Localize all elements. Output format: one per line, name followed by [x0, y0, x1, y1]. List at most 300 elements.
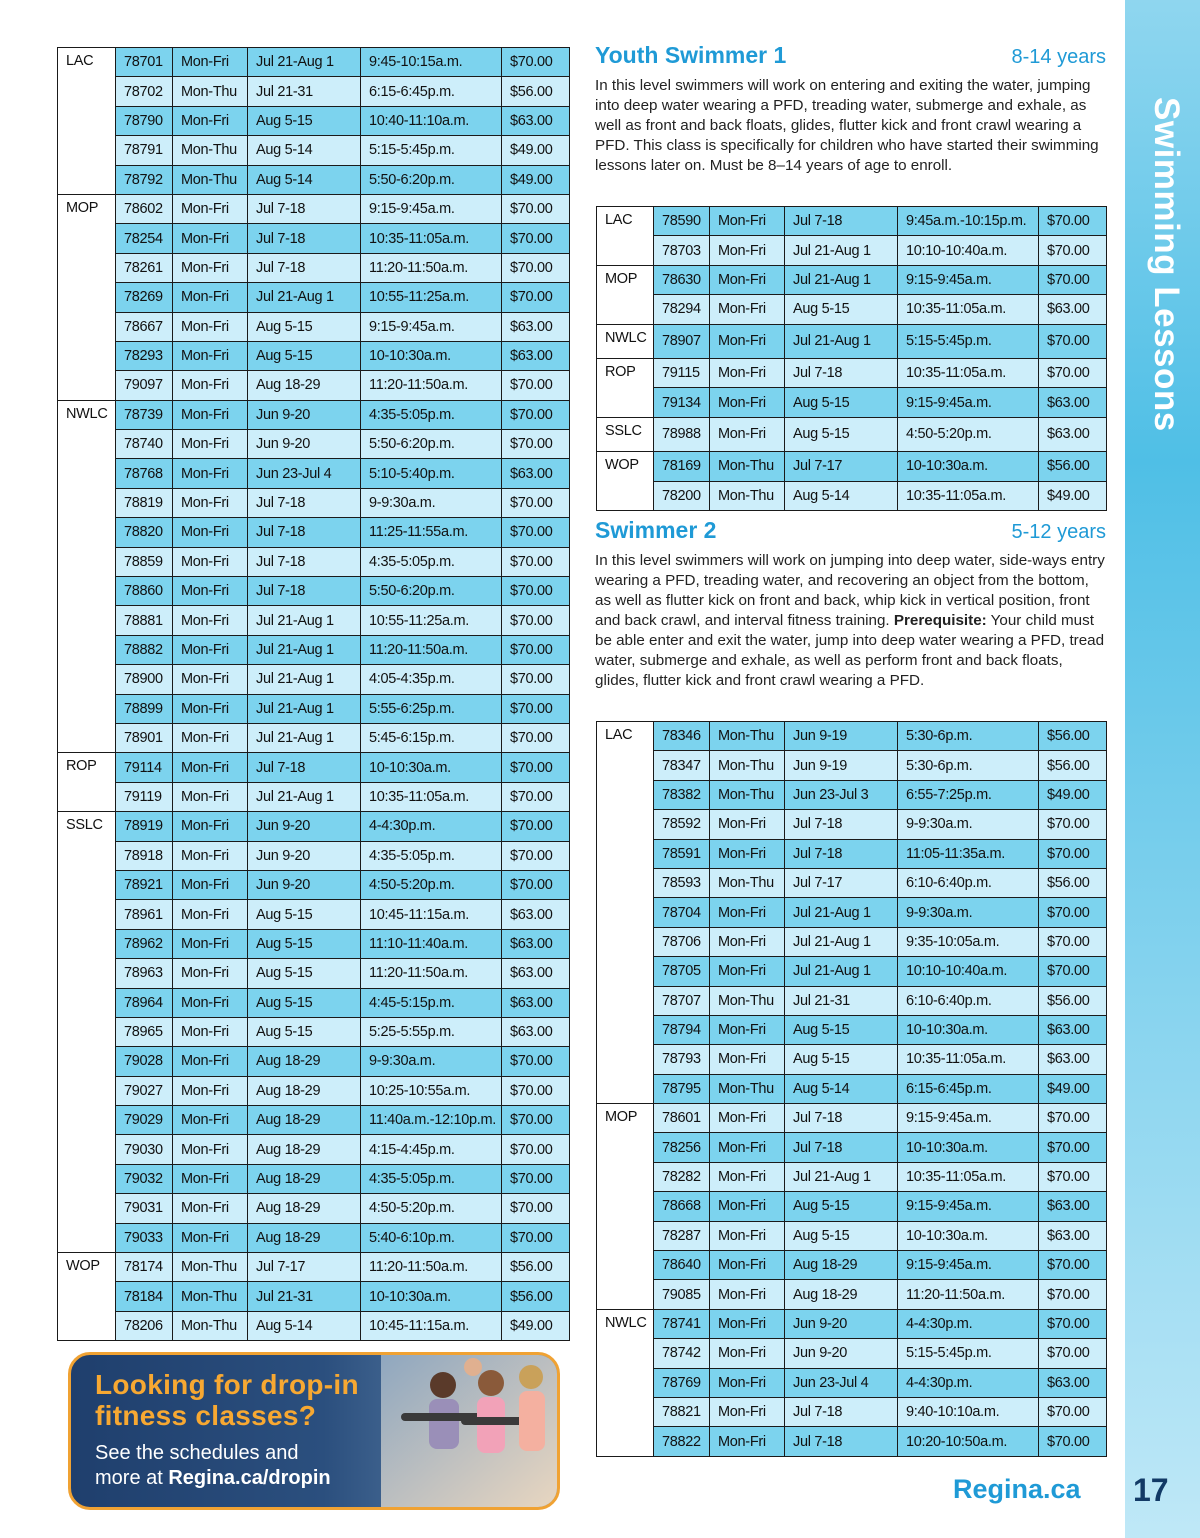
location-cell: LAC [58, 48, 116, 195]
table-row [597, 1339, 1107, 1368]
table-row [597, 868, 1107, 897]
location-cell: NWLC [597, 324, 654, 358]
course-code-cell: 78282 [654, 1162, 710, 1191]
table-row [58, 459, 570, 488]
time-cell: 10:20-10:50a.m. [898, 1427, 1039, 1456]
dropin-link[interactable]: Regina.ca/dropin [168, 1467, 331, 1489]
table-row [597, 452, 1107, 481]
table-row [597, 957, 1107, 986]
price-cell: $70.00 [1039, 927, 1107, 956]
dates-cell: Jul 21-Aug 1 [785, 324, 898, 358]
price-cell: $70.00 [1039, 207, 1107, 236]
location-cell: MOP [597, 1104, 654, 1310]
dates-cell: Jul 7-18 [785, 358, 898, 387]
dates-cell: Aug 5-15 [248, 106, 361, 135]
price-cell: $70.00 [502, 1164, 570, 1193]
price-cell: $70.00 [1039, 1251, 1107, 1280]
price-cell: $70.00 [502, 841, 570, 870]
days-cell: Mon-Fri [173, 371, 248, 400]
dates-cell: Jul 21-31 [248, 77, 361, 106]
location-cell: MOP [597, 265, 654, 324]
price-cell: $70.00 [502, 665, 570, 694]
time-cell: 9:35-10:05a.m. [898, 927, 1039, 956]
site-url-label[interactable]: Regina.ca [953, 1474, 1081, 1504]
time-cell: 4:50-5:20p.m. [361, 870, 502, 899]
dates-cell: Jul 7-18 [248, 224, 361, 253]
course-code-cell: 78918 [116, 841, 173, 870]
table-row [58, 1047, 570, 1076]
table-row [58, 988, 570, 1017]
price-cell: $63.00 [502, 929, 570, 958]
dates-cell: Jul 21-Aug 1 [248, 723, 361, 752]
course-code-cell: 78739 [116, 400, 173, 429]
time-cell: 10-10:30a.m. [898, 452, 1039, 481]
price-cell: $63.00 [502, 106, 570, 135]
table-row [58, 165, 570, 194]
dates-cell: Jul 7-18 [785, 1397, 898, 1426]
price-cell: $70.00 [502, 1194, 570, 1223]
dates-cell: Jun 9-20 [785, 1309, 898, 1338]
time-cell: 6:10-6:40p.m. [898, 868, 1039, 897]
dates-cell: Jul 21-Aug 1 [248, 635, 361, 664]
table-row [597, 1427, 1107, 1456]
price-cell: $63.00 [1039, 1192, 1107, 1221]
price-cell: $70.00 [502, 1223, 570, 1252]
time-cell: 10:35-11:05a.m. [898, 1162, 1039, 1191]
dates-cell: Jul 21-Aug 1 [248, 782, 361, 811]
price-cell: $70.00 [502, 547, 570, 576]
time-cell: 4-4:30p.m. [361, 812, 502, 841]
price-cell: $70.00 [1039, 1162, 1107, 1191]
days-cell: Mon-Thu [710, 751, 785, 780]
table-row [58, 1282, 570, 1311]
days-cell: Mon-Fri [710, 1280, 785, 1309]
dates-cell: Aug 5-15 [785, 1015, 898, 1044]
table-row [58, 371, 570, 400]
dates-cell: Aug 5-15 [248, 1017, 361, 1046]
time-cell: 4:45-5:15p.m. [361, 988, 502, 1017]
days-cell: Mon-Thu [710, 868, 785, 897]
days-cell: Mon-Fri [710, 295, 785, 324]
time-cell: 9:15-9:45a.m. [361, 194, 502, 223]
price-cell: $70.00 [502, 1106, 570, 1135]
dates-cell: Aug 18-29 [785, 1251, 898, 1280]
time-cell: 10:45-11:15a.m. [361, 900, 502, 929]
days-cell: Mon-Fri [173, 459, 248, 488]
course-code-cell: 78705 [654, 957, 710, 986]
days-cell: Mon-Fri [710, 957, 785, 986]
youth-swimmer-schedule-table [596, 206, 1107, 511]
table-row [597, 898, 1107, 927]
dates-cell: Aug 5-15 [248, 341, 361, 370]
dates-cell: Jul 7-18 [785, 1104, 898, 1133]
days-cell: Mon-Thu [173, 1282, 248, 1311]
table-row [58, 900, 570, 929]
days-cell: Mon-Thu [710, 986, 785, 1015]
course-code-cell: 78964 [116, 988, 173, 1017]
course-code-cell: 78269 [116, 283, 173, 312]
dates-cell: Jul 21-Aug 1 [248, 606, 361, 635]
time-cell: 9-9:30a.m. [361, 488, 502, 517]
course-code-cell: 78706 [654, 927, 710, 956]
time-cell: 11:20-11:50a.m. [898, 1280, 1039, 1309]
price-cell: $70.00 [502, 577, 570, 606]
days-cell: Mon-Thu [710, 481, 785, 510]
time-cell: 11:20-11:50a.m. [361, 253, 502, 282]
days-cell: Mon-Thu [710, 780, 785, 809]
days-cell: Mon-Fri [173, 635, 248, 664]
days-cell: Mon-Fri [710, 1104, 785, 1133]
page-number: 17 [1133, 1472, 1169, 1508]
swimmer2-description-block [595, 551, 1107, 691]
time-cell: 9:40-10:10a.m. [898, 1397, 1039, 1426]
location-cell: WOP [597, 452, 654, 511]
table-row [597, 295, 1107, 324]
table-row [597, 358, 1107, 387]
time-cell: 9:15-9:45a.m. [898, 1251, 1039, 1280]
youth-swimmer-description: In this level swimmers will work on entering and exiting the water, jumping into deep water wearing a PFD, treading water, submerge and exhale, as well as front and back floats, glides, flutter kick and front crawl wearing a PFD. This class is specifically for children who have started their swimming lessons later on. Must be 8–14 years of age to enroll. [595, 77, 1099, 174]
days-cell: Mon-Fri [173, 312, 248, 341]
time-cell: 9:45a.m.-10:15p.m. [898, 207, 1039, 236]
price-cell: $70.00 [502, 753, 570, 782]
dates-cell: Jul 7-18 [248, 488, 361, 517]
time-cell: 5:30-6p.m. [898, 751, 1039, 780]
price-cell: $63.00 [502, 988, 570, 1017]
dates-cell: Jun 9-20 [248, 870, 361, 899]
dates-cell: Jul 21-Aug 1 [785, 957, 898, 986]
price-cell: $70.00 [502, 400, 570, 429]
days-cell: Mon-Fri [710, 1397, 785, 1426]
time-cell: 10-10:30a.m. [898, 1133, 1039, 1162]
days-cell: Mon-Fri [173, 694, 248, 723]
price-cell: $70.00 [502, 1135, 570, 1164]
price-cell: $49.00 [1039, 780, 1107, 809]
dates-cell: Aug 5-14 [248, 165, 361, 194]
price-cell: $63.00 [502, 341, 570, 370]
course-code-cell: 78668 [654, 1192, 710, 1221]
days-cell: Mon-Fri [173, 253, 248, 282]
dates-cell: Aug 18-29 [248, 1164, 361, 1193]
course-code-cell: 78860 [116, 577, 173, 606]
days-cell: Mon-Fri [173, 812, 248, 841]
dates-cell: Jun 9-20 [248, 400, 361, 429]
days-cell: Mon-Fri [173, 782, 248, 811]
dates-cell: Jul 21-Aug 1 [248, 694, 361, 723]
table-row [597, 780, 1107, 809]
days-cell: Mon-Fri [173, 518, 248, 547]
days-cell: Mon-Fri [710, 1339, 785, 1368]
table-row [597, 751, 1107, 780]
table-row [597, 1133, 1107, 1162]
course-code-cell: 78592 [654, 810, 710, 839]
days-cell: Mon-Fri [173, 900, 248, 929]
days-cell: Mon-Fri [173, 929, 248, 958]
table-row [58, 1076, 570, 1105]
dates-cell: Aug 5-15 [248, 929, 361, 958]
price-cell: $70.00 [1039, 236, 1107, 265]
dates-cell: Jul 7-18 [248, 547, 361, 576]
table-row [58, 1135, 570, 1164]
dates-cell: Aug 5-15 [785, 388, 898, 417]
time-cell: 4:35-5:05p.m. [361, 400, 502, 429]
dates-cell: Jun 9-20 [248, 841, 361, 870]
table-row [597, 1074, 1107, 1103]
days-cell: Mon-Thu [710, 722, 785, 751]
table-row [597, 1104, 1107, 1133]
price-cell: $70.00 [1039, 1339, 1107, 1368]
dates-cell: Jul 21-Aug 1 [248, 48, 361, 77]
table-row [58, 694, 570, 723]
location-cell: LAC [597, 722, 654, 1104]
course-code-cell: 78820 [116, 518, 173, 547]
days-cell: Mon-Thu [710, 452, 785, 481]
dates-cell: Jun 9-19 [785, 751, 898, 780]
price-cell: $63.00 [1039, 1368, 1107, 1397]
time-cell: 10:35-11:05a.m. [898, 358, 1039, 387]
time-cell: 10:25-10:55a.m. [361, 1076, 502, 1105]
time-cell: 10:35-11:05a.m. [361, 782, 502, 811]
table-row [597, 1192, 1107, 1221]
course-code-cell: 78702 [116, 77, 173, 106]
table-row [58, 77, 570, 106]
price-cell: $70.00 [502, 283, 570, 312]
dates-cell: Aug 5-15 [785, 417, 898, 451]
time-cell: 5:15-5:45p.m. [898, 1339, 1039, 1368]
days-cell: Mon-Fri [173, 1135, 248, 1164]
time-cell: 10:35-11:05a.m. [898, 295, 1039, 324]
table-row [58, 1017, 570, 1046]
course-code-cell: 78792 [116, 165, 173, 194]
days-cell: Mon-Fri [710, 1162, 785, 1191]
table-row [58, 194, 570, 223]
table-row [58, 253, 570, 282]
days-cell: Mon-Fri [710, 1192, 785, 1221]
table-row [58, 518, 570, 547]
price-cell: $70.00 [1039, 1104, 1107, 1133]
location-cell: WOP [58, 1253, 116, 1341]
dates-cell: Jul 7-17 [248, 1253, 361, 1282]
days-cell: Mon-Fri [710, 1251, 785, 1280]
time-cell: 10-10:30a.m. [898, 1015, 1039, 1044]
price-cell: $70.00 [1039, 265, 1107, 294]
days-cell: Mon-Fri [173, 1223, 248, 1252]
table-row [597, 810, 1107, 839]
course-code-cell: 79115 [654, 358, 710, 387]
price-cell: $70.00 [502, 224, 570, 253]
price-cell: $70.00 [502, 518, 570, 547]
price-cell: $70.00 [502, 430, 570, 459]
time-cell: 5:50-6:20p.m. [361, 577, 502, 606]
days-cell: Mon-Fri [173, 224, 248, 253]
course-code-cell: 78206 [116, 1311, 173, 1340]
price-cell: $63.00 [1039, 417, 1107, 451]
time-cell: 10:10-10:40a.m. [898, 236, 1039, 265]
course-code-cell: 78174 [116, 1253, 173, 1282]
dates-cell: Jul 7-18 [248, 577, 361, 606]
table-row [58, 136, 570, 165]
table-row [597, 1309, 1107, 1338]
table-row [597, 986, 1107, 1015]
price-cell: $70.00 [502, 1076, 570, 1105]
course-code-cell: 78768 [116, 459, 173, 488]
course-code-cell: 78630 [654, 265, 710, 294]
course-code-cell: 78593 [654, 868, 710, 897]
time-cell: 9-9:30a.m. [361, 1047, 502, 1076]
table-row [58, 959, 570, 988]
table-row [597, 1368, 1107, 1397]
course-code-cell: 78963 [116, 959, 173, 988]
days-cell: Mon-Fri [710, 358, 785, 387]
days-cell: Mon-Fri [710, 898, 785, 927]
time-cell: 11:20-11:50a.m. [361, 1253, 502, 1282]
table-row [58, 841, 570, 870]
course-code-cell: 78287 [654, 1221, 710, 1250]
table-row [597, 1221, 1107, 1250]
days-cell: Mon-Fri [710, 1045, 785, 1074]
course-code-cell: 78769 [654, 1368, 710, 1397]
price-cell: $70.00 [1039, 324, 1107, 358]
time-cell: 5:15-5:45p.m. [361, 136, 502, 165]
price-cell: $70.00 [1039, 1133, 1107, 1162]
days-cell: Mon-Fri [173, 194, 248, 223]
fitness-class-photo [381, 1355, 557, 1507]
price-cell: $70.00 [1039, 957, 1107, 986]
time-cell: 10:55-11:25a.m. [361, 606, 502, 635]
time-cell: 11:25-11:55a.m. [361, 518, 502, 547]
time-cell: 10-10:30a.m. [361, 341, 502, 370]
course-code-cell: 79033 [116, 1223, 173, 1252]
table-row [597, 1280, 1107, 1309]
price-cell: $70.00 [502, 606, 570, 635]
table-row [58, 723, 570, 752]
dates-cell: Jul 21-31 [785, 986, 898, 1015]
course-code-cell: 78261 [116, 253, 173, 282]
dates-cell: Jul 7-17 [785, 868, 898, 897]
price-cell: $63.00 [502, 312, 570, 341]
dates-cell: Jul 21-Aug 1 [785, 898, 898, 927]
course-code-cell: 79029 [116, 1106, 173, 1135]
price-cell: $56.00 [1039, 722, 1107, 751]
price-cell: $49.00 [502, 1311, 570, 1340]
days-cell: Mon-Fri [710, 1427, 785, 1456]
time-cell: 11:10-11:40a.m. [361, 929, 502, 958]
time-cell: 10:35-11:05a.m. [898, 1045, 1039, 1074]
days-cell: Mon-Fri [173, 959, 248, 988]
time-cell: 4-4:30p.m. [898, 1368, 1039, 1397]
dates-cell: Jun 9-20 [248, 430, 361, 459]
table-row [58, 1223, 570, 1252]
dates-cell: Jul 21-Aug 1 [785, 236, 898, 265]
time-cell: 10-10:30a.m. [361, 1282, 502, 1311]
course-code-cell: 78704 [654, 898, 710, 927]
price-cell: $49.00 [502, 136, 570, 165]
table-row [58, 782, 570, 811]
price-cell: $63.00 [1039, 1221, 1107, 1250]
table-row [597, 236, 1107, 265]
table-row [58, 635, 570, 664]
dates-cell: Jul 7-18 [785, 207, 898, 236]
course-code-cell: 78667 [116, 312, 173, 341]
dates-cell: Jul 7-18 [785, 810, 898, 839]
price-cell: $70.00 [1039, 898, 1107, 927]
dates-cell: Jul 7-18 [248, 753, 361, 782]
dropin-promo-banner[interactable] [68, 1352, 560, 1510]
course-code-cell: 78921 [116, 870, 173, 899]
price-cell: $56.00 [502, 77, 570, 106]
dates-cell: Jun 23-Jul 4 [248, 459, 361, 488]
table-row [58, 1164, 570, 1193]
table-row [597, 1162, 1107, 1191]
days-cell: Mon-Fri [710, 810, 785, 839]
price-cell: $63.00 [502, 959, 570, 988]
course-code-cell: 79085 [654, 1280, 710, 1309]
price-cell: $70.00 [502, 488, 570, 517]
section-side-title: Swimming Lessons [1147, 97, 1186, 432]
price-cell: $56.00 [502, 1253, 570, 1282]
days-cell: Mon-Fri [173, 547, 248, 576]
youth-swimmer-age: 8-14 years [1011, 46, 1106, 68]
price-cell: $70.00 [502, 694, 570, 723]
time-cell: 5:10-5:40p.m. [361, 459, 502, 488]
days-cell: Mon-Fri [173, 1047, 248, 1076]
table-row [58, 1253, 570, 1282]
days-cell: Mon-Fri [173, 106, 248, 135]
price-cell: $63.00 [1039, 1045, 1107, 1074]
dates-cell: Aug 5-14 [785, 1074, 898, 1103]
table-row [597, 324, 1107, 358]
dates-cell: Jul 21-Aug 1 [785, 1162, 898, 1191]
time-cell: 5:30-6p.m. [898, 722, 1039, 751]
table-row [597, 1045, 1107, 1074]
price-cell: $56.00 [1039, 868, 1107, 897]
course-code-cell: 78965 [116, 1017, 173, 1046]
time-cell: 10-10:30a.m. [361, 753, 502, 782]
course-code-cell: 78740 [116, 430, 173, 459]
swimmer2-description: In this level swimmers will work on jumping into deep water, side-ways entry wearing a PFD, treading water, and recovering an object from the bottom, as well as flutter kick on front and back, whip kick in vertical position, front and back crawl, and interval fitness training. [595, 552, 1105, 629]
table-row [58, 870, 570, 899]
course-code-cell: 78859 [116, 547, 173, 576]
days-cell: Mon-Fri [173, 1164, 248, 1193]
table-row [58, 400, 570, 429]
time-cell: 4:35-5:05p.m. [361, 841, 502, 870]
course-code-cell: 78819 [116, 488, 173, 517]
table-row [58, 106, 570, 135]
location-cell: MOP [58, 194, 116, 400]
time-cell: 11:20-11:50a.m. [361, 635, 502, 664]
course-code-cell: 78791 [116, 136, 173, 165]
dates-cell: Jul 7-18 [785, 1133, 898, 1162]
course-code-cell: 78899 [116, 694, 173, 723]
course-code-cell: 78961 [116, 900, 173, 929]
time-cell: 4:15-4:45p.m. [361, 1135, 502, 1164]
days-cell: Mon-Fri [173, 1017, 248, 1046]
price-cell: $70.00 [502, 723, 570, 752]
course-code-cell: 79134 [654, 388, 710, 417]
days-cell: Mon-Thu [710, 1074, 785, 1103]
time-cell: 6:55-7:25p.m. [898, 780, 1039, 809]
days-cell: Mon-Fri [710, 1368, 785, 1397]
time-cell: 4:35-5:05p.m. [361, 1164, 502, 1193]
dates-cell: Jul 7-18 [785, 1427, 898, 1456]
time-cell: 9-9:30a.m. [898, 898, 1039, 927]
days-cell: Mon-Fri [173, 988, 248, 1017]
swimmer2-title: Swimmer 2 [595, 517, 717, 543]
course-code-cell: 79027 [116, 1076, 173, 1105]
dates-cell: Jul 7-18 [785, 839, 898, 868]
course-code-cell: 78988 [654, 417, 710, 451]
time-cell: 10:45-11:15a.m. [361, 1311, 502, 1340]
days-cell: Mon-Fri [173, 430, 248, 459]
